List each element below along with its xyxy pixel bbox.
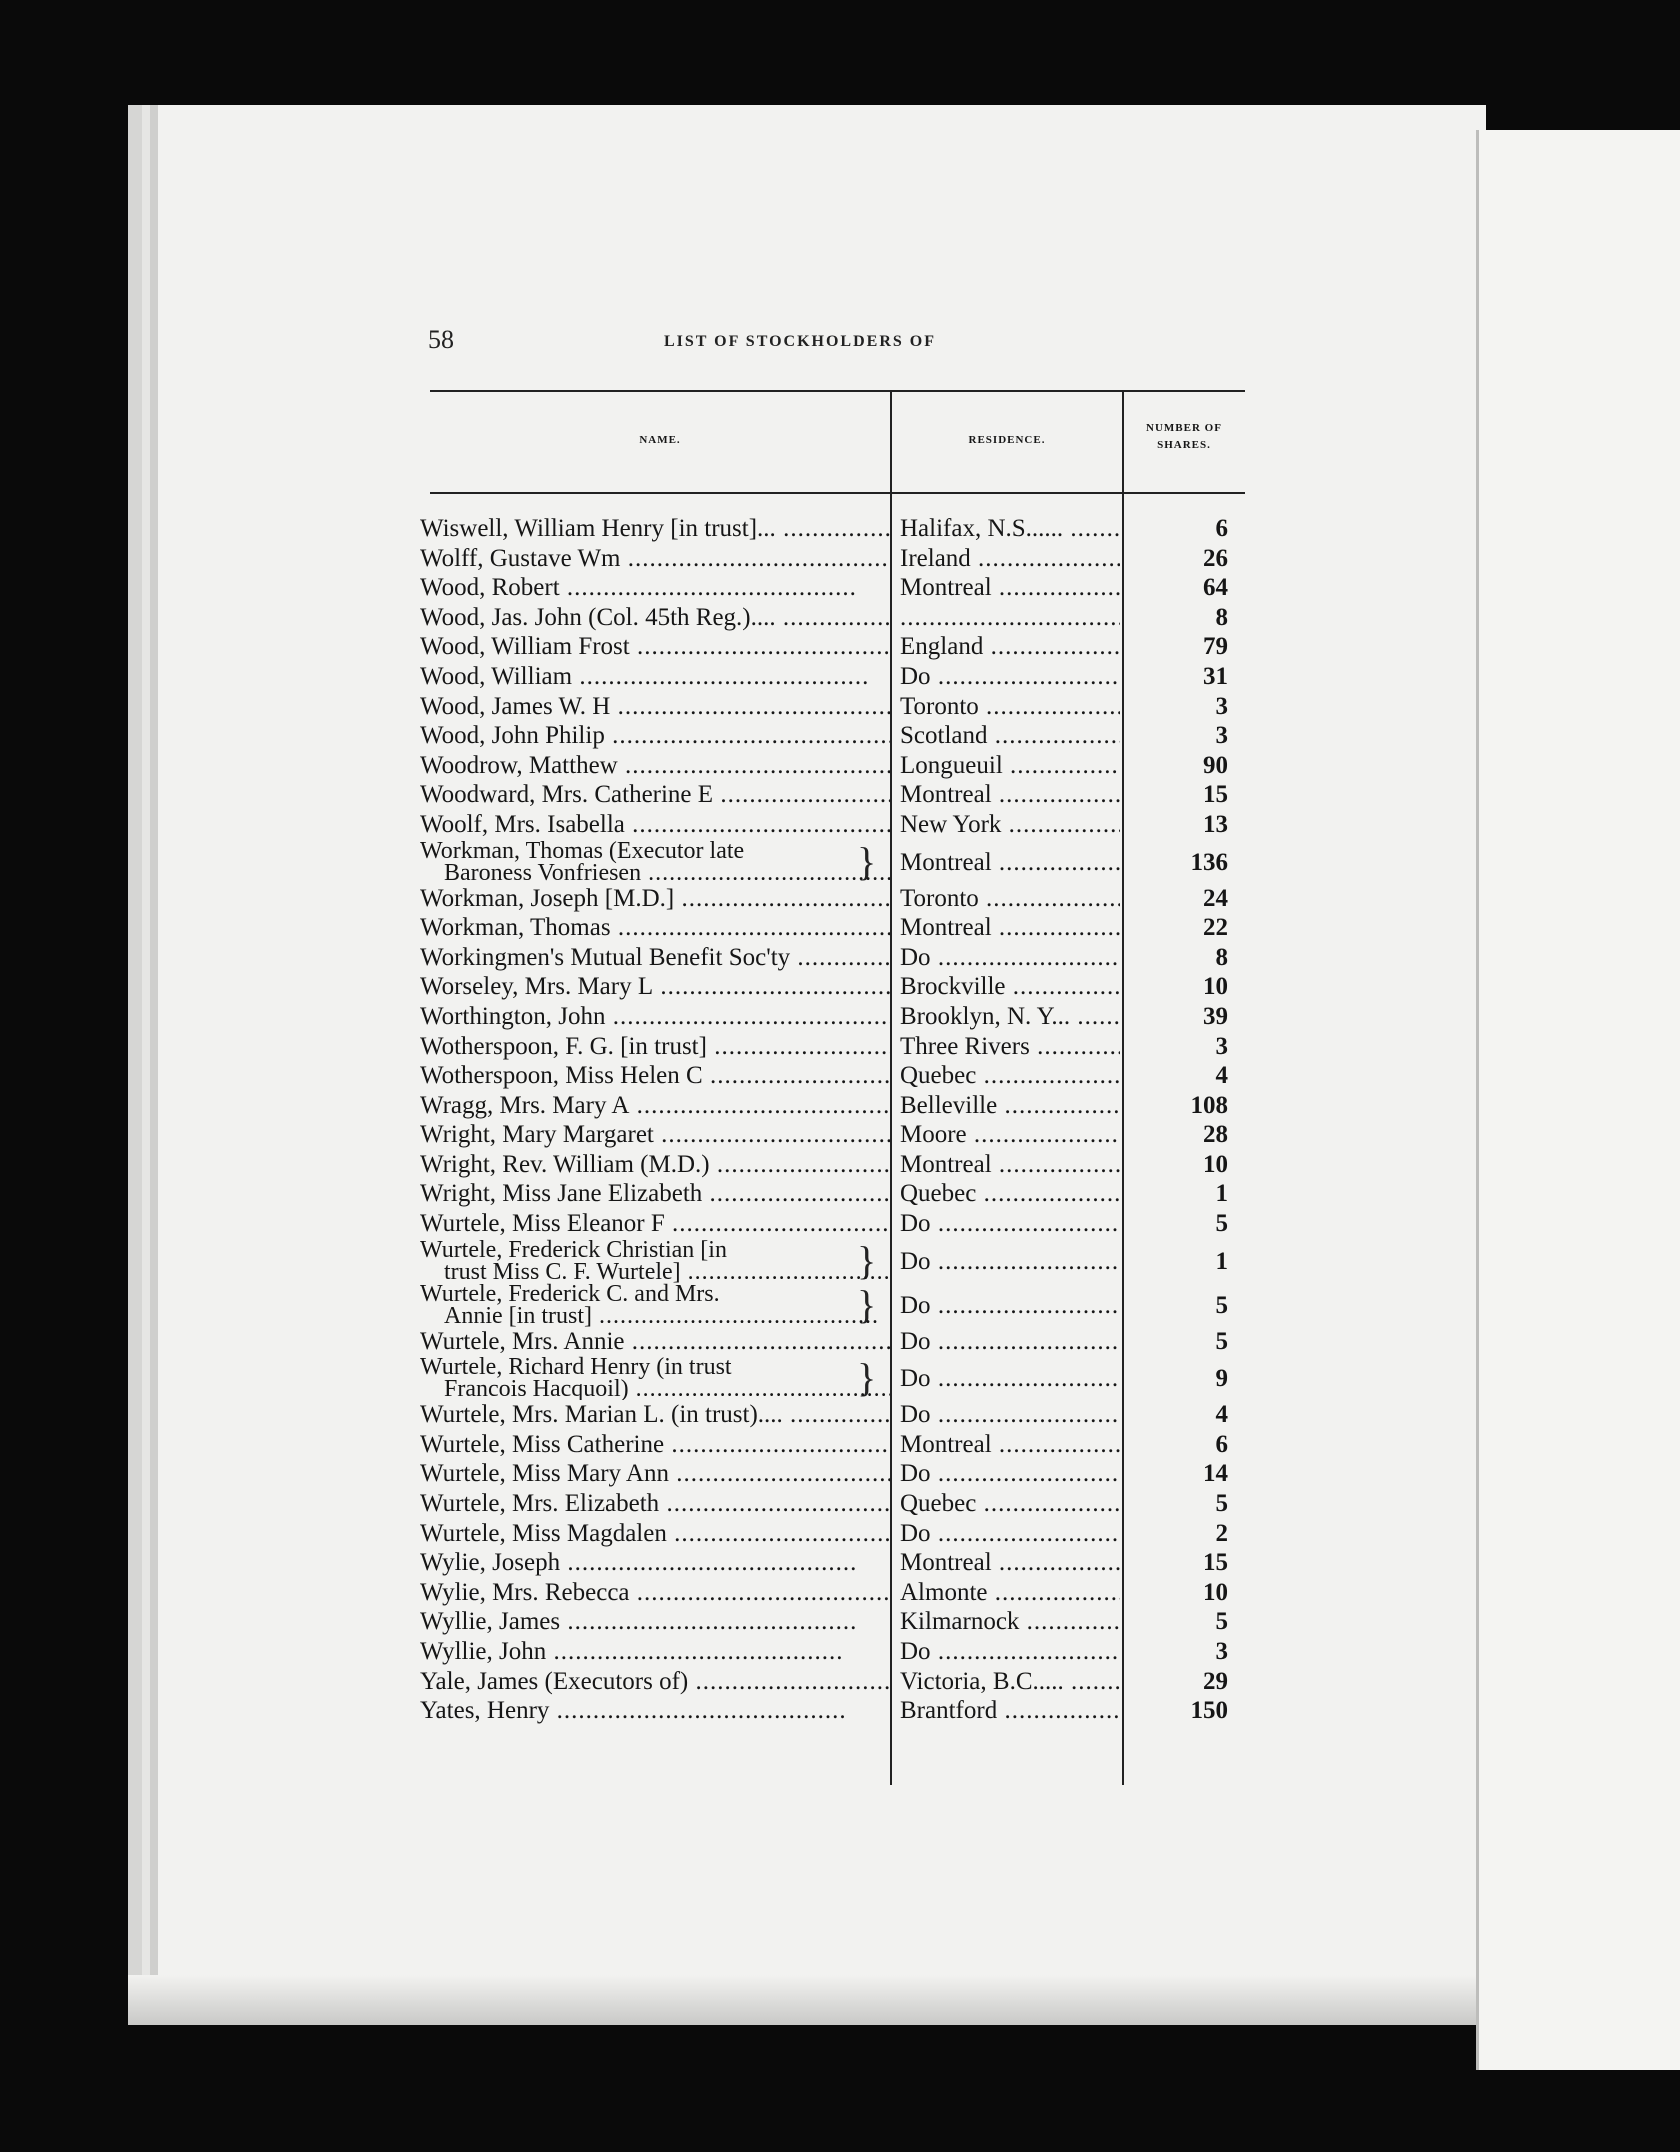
brace-mark: } <box>857 838 877 884</box>
residence: Do ..... <box>900 1364 1120 1394</box>
stockholder-name <box>420 1150 890 1180</box>
number-of-shares: 150 <box>1190 1697 1228 1725</box>
table-row <box>410 1548 1246 1578</box>
table-row <box>410 751 1246 781</box>
stockholder-name <box>420 632 890 662</box>
number-of-shares: 24 <box>1203 884 1228 912</box>
table-row <box>410 1032 1246 1062</box>
number-of-shares: 8 <box>1215 603 1228 631</box>
stockholder-name-line: Wolff, Gustave Wm ..... <box>420 545 890 572</box>
stockholder-name <box>420 1179 890 1209</box>
number-of-shares: 64 <box>1203 574 1228 602</box>
number-of-shares: 3 <box>1215 1638 1228 1665</box>
running-title: LIST OF STOCKHOLDERS OF <box>664 333 936 350</box>
stockholder-name <box>420 780 890 810</box>
number-of-shares: 5 <box>1215 1291 1228 1319</box>
number-of-shares: 108 <box>1190 1091 1228 1119</box>
residence: Do ..... <box>900 662 1120 692</box>
table-row <box>410 603 1246 633</box>
stockholder-name-continuation: trust Miss C. F. Wurtele] ..... <box>420 1261 890 1283</box>
number-of-shares: 14 <box>1203 1460 1228 1488</box>
brace-mark: } <box>857 1281 877 1327</box>
number-of-shares: 10 <box>1203 1150 1228 1178</box>
stockholder-name <box>420 1061 890 1091</box>
residence: Do ..... <box>900 1291 1120 1321</box>
stockholder-name <box>420 913 890 943</box>
number-of-shares: 136 <box>1190 848 1228 876</box>
number-of-shares: 22 <box>1203 914 1228 942</box>
stockholder-name-line: Woolf, Mrs. Isabella ..... <box>420 811 890 838</box>
number-of-shares: 9 <box>1215 1365 1228 1393</box>
table-row <box>410 1519 1246 1549</box>
number-of-shares: 5 <box>1215 1608 1228 1636</box>
stockholder-name <box>420 544 890 574</box>
stockholder-name-line: Wurtele, Frederick Christian [in <box>420 1238 727 1263</box>
residence: Do ..... <box>900 1459 1120 1489</box>
table-row <box>410 573 1246 603</box>
stockholder-name-line: Wurtele, Miss Magdalen ..... <box>420 1520 890 1547</box>
number-of-shares: 15 <box>1203 781 1228 809</box>
stockholder-name-line: Wood, Jas. John (Col. 45th Reg.).... ..... <box>420 604 890 631</box>
stockholder-name-line: Wurtele, Mrs. Annie ..... <box>420 1328 890 1355</box>
residence: Ireland ..... <box>900 544 1120 574</box>
residence: Montreal ..... <box>900 848 1120 878</box>
stockholder-name <box>420 1239 890 1283</box>
residence: Montreal ..... <box>900 1150 1120 1180</box>
table-row <box>410 1283 1246 1327</box>
stockholder-name-line: Worthington, John ..... <box>420 1003 890 1030</box>
residence: England ..... <box>900 632 1120 662</box>
brace-mark: } <box>857 1237 877 1283</box>
number-of-shares: 31 <box>1203 662 1228 690</box>
stockholder-name-line: Workman, Thomas ..... <box>420 914 890 941</box>
stockholder-name <box>420 840 890 884</box>
residence: Quebec ..... <box>900 1489 1120 1519</box>
stockholder-name <box>420 1519 890 1549</box>
table-row <box>410 1489 1246 1519</box>
table-row <box>410 692 1246 722</box>
stockholders-table <box>410 390 1246 1785</box>
table-row <box>410 1209 1246 1239</box>
stockholder-name-line: Wood, William Frost ..... <box>420 633 890 660</box>
table-row <box>410 1179 1246 1209</box>
residence: Halifax, N.S...... ..... <box>900 514 1120 544</box>
column-header-shares: NUMBER OF SHARES. <box>1146 422 1222 451</box>
number-of-shares: 3 <box>1215 722 1228 750</box>
residence: Scotland ..... <box>900 721 1120 751</box>
table-row <box>410 1002 1246 1032</box>
stockholder-name-line: Yates, Henry ..... <box>420 1697 847 1724</box>
residence: Victoria, B.C..... ..... <box>900 1667 1120 1697</box>
stockholder-name-line: Workman, Thomas (Executor late <box>420 839 745 864</box>
table-row <box>410 1637 1246 1667</box>
stockholder-name-continuation: Francois Hacquoil) ..... <box>420 1378 890 1400</box>
residence: Kilmarnock ..... <box>900 1607 1120 1637</box>
stockholder-name <box>420 1283 890 1327</box>
table-row <box>410 780 1246 810</box>
brace-mark: } <box>857 1355 877 1401</box>
stockholder-name <box>420 1120 890 1150</box>
stockholder-name-line: Wright, Mary Margaret ..... <box>420 1121 890 1148</box>
table-row <box>410 840 1246 884</box>
stockholder-name <box>420 1637 890 1667</box>
stockholder-name <box>420 721 890 751</box>
stockholder-name <box>420 1356 890 1400</box>
stockholder-name <box>420 1430 890 1460</box>
residence: Belleville ..... <box>900 1091 1120 1121</box>
facing-page-edge <box>1476 130 1680 2070</box>
residence: Moore ..... <box>900 1120 1120 1150</box>
residence: Quebec ..... <box>900 1061 1120 1091</box>
number-of-shares: 1 <box>1215 1247 1228 1275</box>
table-row <box>410 810 1246 840</box>
table-row <box>410 662 1246 692</box>
stockholder-name-line: Wyllie, John ..... <box>420 1638 844 1665</box>
stockholder-name <box>420 751 890 781</box>
stockholder-name-line: Wotherspoon, F. G. [in trust] ..... <box>420 1033 890 1060</box>
stockholder-name-line: Wright, Rev. William (M.D.) ..... <box>420 1151 890 1178</box>
stockholder-name-line: Wood, James W. H ..... <box>420 693 890 720</box>
number-of-shares: 39 <box>1203 1002 1228 1030</box>
stockholder-name-line: Wood, William ..... <box>420 663 869 690</box>
residence: Do ..... <box>900 943 1120 973</box>
number-of-shares: 6 <box>1215 515 1228 542</box>
table-row <box>410 1061 1246 1091</box>
stockholder-name-line: Wragg, Mrs. Mary A ..... <box>420 1092 890 1119</box>
stockholder-name <box>420 943 890 973</box>
stockholder-name <box>420 1578 890 1608</box>
column-header-name: NAME. <box>639 434 681 446</box>
stockholder-name-line: Wood, Robert ..... <box>420 574 857 601</box>
stockholder-name <box>420 1489 890 1519</box>
stockholder-name-line: Wurtele, Mrs. Elizabeth ..... <box>420 1490 890 1517</box>
stockholder-name <box>420 1209 890 1239</box>
stockholder-name-line: Wylie, Joseph ..... <box>420 1549 857 1576</box>
table-row <box>410 1091 1246 1121</box>
table-row <box>410 632 1246 662</box>
residence: Do ..... <box>900 1209 1120 1239</box>
residence: Quebec ..... <box>900 1179 1120 1209</box>
number-of-shares: 3 <box>1215 692 1228 720</box>
page-header <box>428 325 1238 365</box>
table-row <box>410 1327 1246 1357</box>
stockholder-name <box>420 1032 890 1062</box>
residence: Montreal ..... <box>900 780 1120 810</box>
stockholder-name-line: Wurtele, Miss Eleanor F ..... <box>420 1210 890 1237</box>
table-row <box>410 943 1246 973</box>
table-row <box>410 1459 1246 1489</box>
table-row <box>410 884 1246 914</box>
stockholder-name-line: Worseley, Mrs. Mary L ..... <box>420 973 890 1000</box>
table-row <box>410 1696 1246 1726</box>
table-row <box>410 1120 1246 1150</box>
stockholder-name-line: Wotherspoon, Miss Helen C ..... <box>420 1062 890 1089</box>
table-row <box>410 972 1246 1002</box>
stockholder-name <box>420 662 890 692</box>
stockholder-name <box>420 1696 890 1726</box>
stockholder-name <box>420 1667 890 1697</box>
stockholder-name <box>420 1002 890 1032</box>
residence: Toronto ..... <box>900 884 1120 914</box>
residence: Do ..... <box>900 1637 1120 1667</box>
residence: Do ..... <box>900 1327 1120 1357</box>
number-of-shares: 4 <box>1215 1401 1228 1429</box>
stockholder-name-line: Yale, James (Executors of) ..... <box>420 1668 890 1695</box>
residence: Montreal ..... <box>900 913 1120 943</box>
stockholder-name-line: Wylie, Mrs. Rebecca ..... <box>420 1579 890 1606</box>
stockholder-name-line: Wright, Miss Jane Elizabeth ..... <box>420 1180 890 1207</box>
number-of-shares: 8 <box>1215 943 1228 971</box>
stockholder-name <box>420 603 890 633</box>
stockholder-name-line: Wurtele, Richard Henry (in trust <box>420 1356 732 1381</box>
stockholder-name <box>420 692 890 722</box>
residence: Brooklyn, N. Y... ..... <box>900 1002 1120 1032</box>
table-row <box>410 721 1246 751</box>
residence: Longueuil ..... <box>900 751 1120 781</box>
residence: Brantford ..... <box>900 1696 1120 1726</box>
stockholder-name-line: Wyllie, James ..... <box>420 1608 857 1635</box>
number-of-shares: 2 <box>1215 1519 1228 1547</box>
stockholder-name <box>420 1548 890 1578</box>
residence: Brockville ..... <box>900 972 1120 1002</box>
number-of-shares: 28 <box>1203 1121 1228 1149</box>
number-of-shares: 5 <box>1215 1490 1228 1518</box>
table-row <box>410 1430 1246 1460</box>
table-row <box>410 1356 1246 1400</box>
number-of-shares: 4 <box>1215 1062 1228 1090</box>
residence: New York ..... <box>900 810 1120 840</box>
stockholder-name-line: Workman, Joseph [M.D.] ..... <box>420 885 890 912</box>
residence: Do ..... <box>900 1519 1120 1549</box>
stockholder-name-line: Wurtele, Miss Mary Ann ..... <box>420 1460 890 1487</box>
stockholder-name <box>420 573 890 603</box>
stockholder-name-continuation: Baroness Vonfriesen ..... <box>420 862 890 884</box>
stockholder-name-line: Wood, John Philip ..... <box>420 722 890 749</box>
stockholder-name-line: Woodrow, Matthew ..... <box>420 752 890 779</box>
stockholder-name-line: Wurtele, Mrs. Marian L. (in trust).... ..... <box>420 1401 890 1428</box>
stockholder-name-continuation: Annie [in trust] ..... <box>420 1305 890 1327</box>
table-row <box>410 514 1246 544</box>
residence: Montreal ..... <box>900 1548 1120 1578</box>
column-header-residence: RESIDENCE. <box>968 434 1046 446</box>
number-of-shares: 15 <box>1203 1549 1228 1577</box>
number-of-shares: 10 <box>1203 1578 1228 1606</box>
number-of-shares: 90 <box>1203 751 1228 779</box>
table-row <box>410 1667 1246 1697</box>
number-of-shares: 3 <box>1215 1032 1228 1060</box>
number-of-shares: 1 <box>1215 1180 1228 1208</box>
page-number: 58 <box>428 325 454 354</box>
stockholder-name <box>420 810 890 840</box>
table-row <box>410 1239 1246 1283</box>
table-body <box>410 514 1246 1726</box>
number-of-shares: 29 <box>1203 1667 1228 1695</box>
residence: Three Rivers ..... <box>900 1032 1120 1062</box>
stockholder-name <box>420 1607 890 1637</box>
residence: Montreal ..... <box>900 573 1120 603</box>
number-of-shares: 10 <box>1203 973 1228 1001</box>
number-of-shares: 79 <box>1203 633 1228 661</box>
table-row <box>410 1578 1246 1608</box>
number-of-shares: 5 <box>1215 1210 1228 1238</box>
stockholder-name-line: Workingmen's Mutual Benefit Soc'ty ..... <box>420 944 890 971</box>
stockholder-name <box>420 884 890 914</box>
residence: Do ..... <box>900 1400 1120 1430</box>
stockholder-name <box>420 1400 890 1430</box>
stockholder-name <box>420 514 890 544</box>
table-row <box>410 1400 1246 1430</box>
stockholder-name <box>420 972 890 1002</box>
number-of-shares: 13 <box>1203 810 1228 838</box>
page-edge-shadow <box>128 1975 1486 2025</box>
stockholder-name <box>420 1459 890 1489</box>
residence <box>900 603 1120 633</box>
stockholder-name-line: Wiswell, William Henry [in trust]... ..... <box>420 515 890 542</box>
stockholder-name-line: Woodward, Mrs. Catherine E ..... <box>420 781 890 808</box>
table-row <box>410 1607 1246 1637</box>
number-of-shares: 5 <box>1215 1327 1228 1355</box>
stockholder-name <box>420 1327 890 1357</box>
table-row <box>410 913 1246 943</box>
stockholder-name-line: Wurtele, Frederick C. and Mrs. <box>420 1282 720 1307</box>
number-of-shares: 26 <box>1203 544 1228 572</box>
residence: Toronto ..... <box>900 692 1120 722</box>
residence: Almonte ..... <box>900 1578 1120 1608</box>
stockholder-name <box>420 1091 890 1121</box>
stockholder-name-line: Wurtele, Miss Catherine ..... <box>420 1431 890 1458</box>
table-row <box>410 1150 1246 1180</box>
residence: Montreal ..... <box>900 1430 1120 1460</box>
number-of-shares: 6 <box>1215 1430 1228 1458</box>
residence: Do ..... <box>900 1247 1120 1277</box>
table-row <box>410 544 1246 574</box>
